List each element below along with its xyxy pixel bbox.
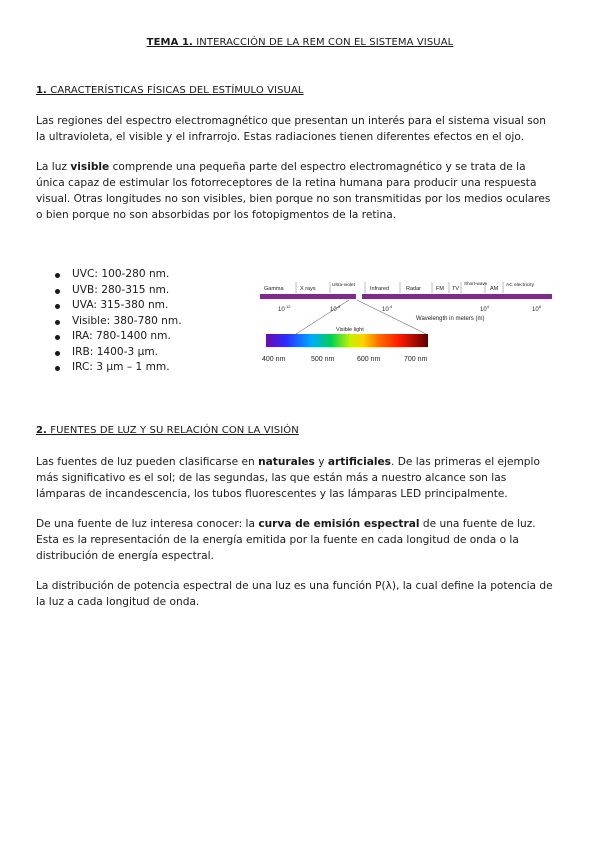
list-item: UVB: 280-315 nm.: [36, 283, 182, 299]
section2-paragraph-2: [36, 516, 556, 564]
nm-label: 500 nm: [311, 356, 335, 363]
nm-label: 400 nm: [262, 356, 286, 363]
list-item: IRA: 780-1400 nm.: [36, 329, 182, 345]
visible-light-label: Visible light: [336, 327, 364, 333]
band-label: AC electricity: [506, 283, 534, 288]
band-label: Short-wave: [464, 281, 488, 286]
text-run: . De las primeras el ejemplo más significativo es el sol; de las segundas, las que están más a nuestro alcance son las lámparas de incandescencia, los tubos fluorescentes y las lámparas LED principalmente.: [36, 456, 540, 500]
title-rest: INTERACCIÓN DE LA REM CON EL SISTEMA VISUAL: [192, 37, 454, 48]
p2-rest: comprende una pequeña parte del espectro electromagnético y se trata de la única capaz de estimular los fotorreceptores de la retina humana para producir una respuesta visual. Otras longitudes no son visibles, bien porque no son transmitidas por los medios oculares o bien porque no son absorbidas por los fotopigmentos de la retina.: [36, 161, 551, 221]
section2-number: 2.: [36, 425, 47, 436]
text-run: de una fuente de luz. Esta es la representación de la energía emitida por la fuente en cada longitud de onda o la distribución de energía espectral.: [36, 518, 536, 562]
tick-label: $10^{-4}$: [382, 304, 393, 313]
electromagnetic-spectrum-figure: [256, 276, 556, 372]
list-item: IRB: 1400-3 μm.: [36, 345, 182, 361]
range-list: [36, 267, 182, 376]
tick-label: $10^{-12}$: [278, 304, 291, 313]
text-run: Las fuentes de luz pueden clasificarse en: [36, 456, 259, 468]
band-label: Infrared: [370, 286, 389, 292]
list-item: UVC: 100-280 nm.: [36, 267, 182, 283]
visible-spectrum-bar: [266, 334, 428, 347]
list-item: Visible: 380-780 nm.: [36, 314, 182, 330]
section2-heading: [36, 425, 299, 436]
section1-number: 1.: [36, 85, 47, 96]
page-title: [0, 37, 600, 48]
band-label: Ultra-violet: [332, 283, 355, 288]
band-label: Gamma: [264, 286, 284, 292]
list-item: IRC: 3 μm – 1 mm.: [36, 360, 182, 376]
section1-paragraph-1: Las regiones del espectro electromagnético que presentan un interés para el sistema visual son la ultravioleta, el visible y el infrarrojo. Estas radiaciones tienen diferentes efectos en el ojo.: [36, 115, 546, 143]
band-label: Radar: [406, 286, 421, 292]
section2-title: FUENTES DE LUZ Y SU RELACIÓN CON LA VISIÓN: [46, 425, 299, 436]
section2-paragraph-1: [36, 454, 556, 502]
band-label: FM: [436, 286, 444, 292]
band-label: X rays: [300, 286, 316, 292]
text-run: y: [314, 456, 328, 468]
section1-title: CARACTERÍSTICAS FÍSICAS DEL ESTÍMULO VISUAL: [46, 85, 304, 96]
tick-label: $10^{-8}$: [330, 304, 341, 313]
section2-paragraph-3: La distribución de potencia espectral de una luz es una función P(λ), la cual define la potencia de la luz a cada longitud de onda.: [36, 580, 553, 608]
p2-bold-visible: visible: [70, 161, 110, 173]
spectrum-bar-left: [260, 294, 356, 299]
section1-heading: [36, 85, 304, 96]
tick-label: $10^8$: [532, 304, 541, 313]
band-label: AM: [490, 286, 499, 292]
spectrum-bar-right: [362, 294, 552, 299]
nm-label: 600 nm: [357, 356, 381, 363]
nm-label: 700 nm: [404, 356, 428, 363]
list-item: UVA: 315-380 nm.: [36, 298, 182, 314]
text-run: De una fuente de luz interesa conocer: la: [36, 518, 259, 530]
bold-artificiales: artificiales: [327, 456, 391, 468]
p2-lead: La luz: [36, 161, 71, 173]
bold-naturales: naturales: [258, 456, 315, 468]
section1-paragraph-2: [36, 159, 556, 223]
bold-curva-emision: curva de emisión espectral: [258, 518, 420, 530]
axis-label: Wavelength in meters (m): [416, 316, 485, 322]
tick-label: $10^4$: [480, 304, 489, 313]
title-bold: TEMA 1.: [146, 37, 193, 48]
band-label: TV: [452, 286, 460, 292]
